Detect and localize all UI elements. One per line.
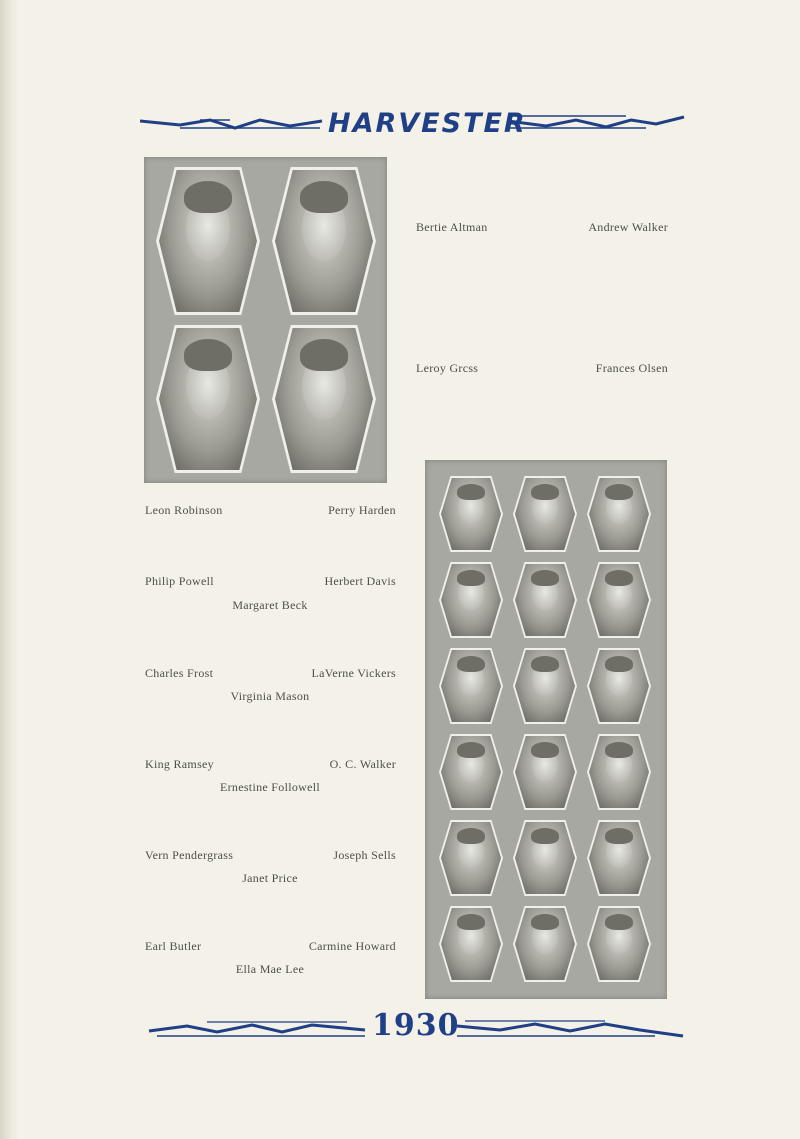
portrait-photo: [515, 908, 575, 980]
portrait-photo: [589, 736, 649, 808]
portrait-photo: [589, 478, 649, 550]
portrait-photo: [275, 170, 373, 312]
caption-name: Frances Olsen: [595, 361, 668, 375]
portrait-photo: [515, 736, 575, 808]
caption-name: Philip Powell: [145, 574, 214, 588]
portrait-photo: [441, 822, 501, 894]
caption-name: Margaret Beck: [232, 598, 308, 612]
caption-name: O. C. Walker: [329, 757, 396, 771]
caption-name: King Ramsey: [145, 757, 214, 771]
portrait-photo: [589, 822, 649, 894]
caption-name: Bertie Altman: [416, 220, 488, 234]
caption-name: Herbert Davis: [324, 574, 396, 588]
header-lightning-right: [506, 112, 686, 134]
caption-name: Joseph Sells: [333, 848, 396, 862]
caption-name: Janet Price: [242, 871, 298, 885]
caption-name: Leroy Grcss: [416, 361, 479, 375]
caption-name: Charles Frost: [145, 666, 214, 680]
portrait-photo: [441, 650, 501, 722]
caption-name: Virginia Mason: [230, 689, 310, 703]
portrait-photo: [441, 564, 501, 636]
footer-lightning-right: [455, 1016, 685, 1040]
portrait-photo: [441, 736, 501, 808]
caption-name: Leon Robinson: [145, 503, 223, 517]
caption-name: Ernestine Followell: [219, 780, 321, 794]
portrait-photo: [589, 908, 649, 980]
page-binding-edge: [0, 0, 18, 1139]
portrait-photo: [441, 908, 501, 980]
portrait-photo: [515, 822, 575, 894]
portrait-photo: [159, 328, 257, 470]
portrait-photo: [275, 328, 373, 470]
caption-name: Vern Pendergrass: [145, 848, 234, 862]
portrait-photo: [515, 650, 575, 722]
photo-block-small: [425, 460, 667, 999]
caption-name: Perry Harden: [328, 503, 396, 517]
photo-block-large: [144, 157, 387, 483]
portrait-photo: [515, 564, 575, 636]
portrait-photo: [159, 170, 257, 312]
portrait-photo: [589, 650, 649, 722]
portrait-photo: [515, 478, 575, 550]
caption-name: Andrew Walker: [588, 220, 668, 234]
caption-name: Ella Mae Lee: [235, 962, 305, 976]
page-title: HARVESTER: [328, 108, 527, 139]
caption-name: LaVerne Vickers: [311, 666, 396, 680]
caption-name: Carmine Howard: [308, 939, 396, 953]
footer-lightning-left: [147, 1016, 369, 1040]
year-label: 1930: [372, 1008, 460, 1043]
caption-name: Earl Butler: [145, 939, 202, 953]
portrait-photo: [589, 564, 649, 636]
portrait-photo: [441, 478, 501, 550]
header-lightning-left: [140, 112, 325, 134]
